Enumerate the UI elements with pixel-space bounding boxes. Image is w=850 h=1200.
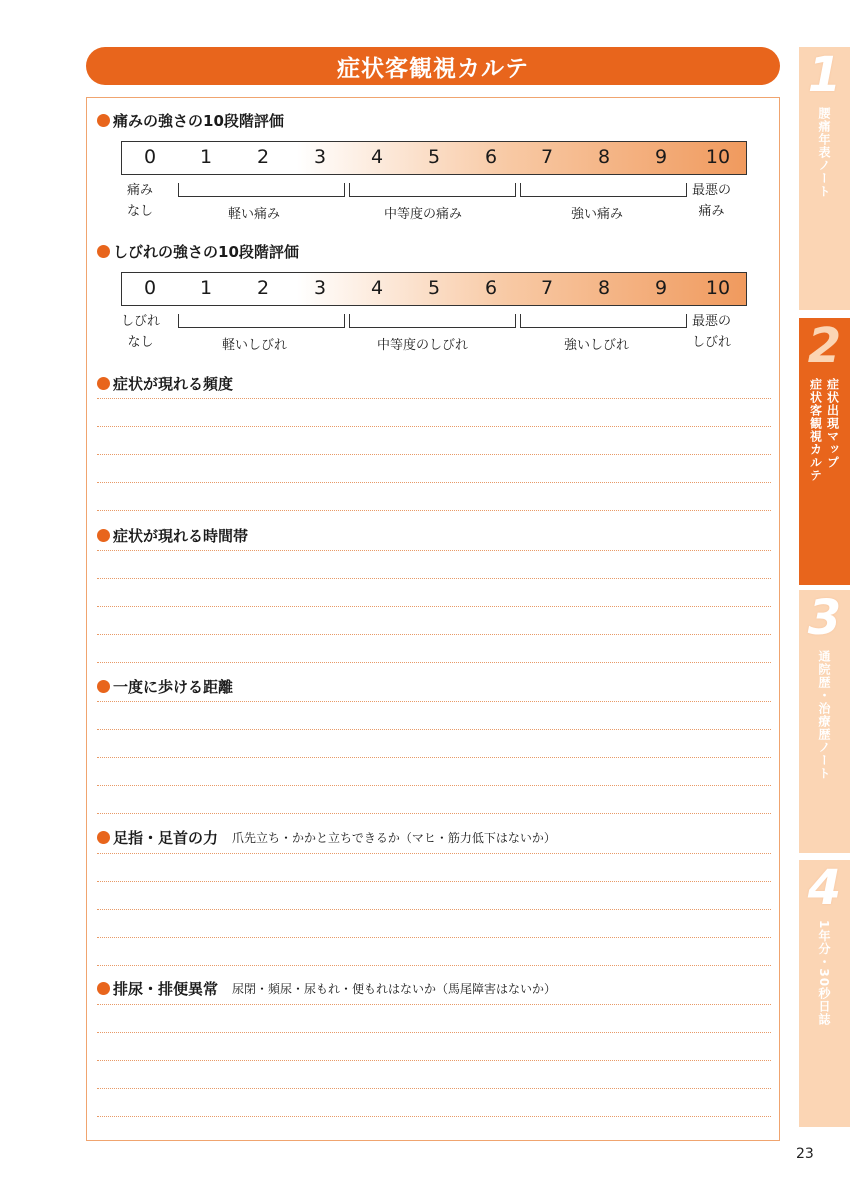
- writing-line[interactable]: [97, 785, 771, 786]
- writing-line[interactable]: [97, 550, 771, 551]
- page-number: 23: [796, 1146, 814, 1162]
- writing-line[interactable]: [97, 965, 771, 966]
- writing-line[interactable]: [97, 482, 771, 483]
- range-bracket: [349, 183, 516, 197]
- excretion-note: 尿閉・頻尿・尿もれ・便もれはないか（馬尾障害はないか）: [232, 982, 557, 996]
- writing-line[interactable]: [97, 606, 771, 607]
- severe-numbness-label: 強いしびれ: [564, 338, 630, 353]
- numbness-scale-number[interactable]: 7: [540, 277, 554, 299]
- range-bracket: [178, 314, 345, 328]
- pain-scale-number[interactable]: 4: [370, 146, 384, 168]
- writing-line[interactable]: [97, 1004, 771, 1005]
- tab-label: 症状出現マップ 症状客観視カルテ: [808, 378, 840, 482]
- numbness-scale-number[interactable]: 5: [427, 277, 441, 299]
- bullet-dot-icon: [97, 245, 110, 258]
- pain-scale-number[interactable]: 7: [540, 146, 554, 168]
- side-tab-3[interactable]: [799, 590, 850, 853]
- writing-line[interactable]: [97, 757, 771, 758]
- range-bracket: [178, 183, 345, 197]
- numbness-scale-number[interactable]: 1: [199, 277, 213, 299]
- side-tab-2[interactable]: [799, 318, 850, 585]
- bullet-dot-icon: [97, 982, 110, 995]
- distance-heading: 一度に歩ける距離: [97, 676, 233, 697]
- pain-scale-number[interactable]: 2: [256, 146, 270, 168]
- writing-line[interactable]: [97, 398, 771, 399]
- range-bracket: [520, 183, 687, 197]
- page-title: 症状客観視カルテ: [337, 55, 529, 82]
- tab-number: 1: [807, 47, 842, 103]
- tab-label: 通院歴・治療歴ノート: [817, 650, 831, 780]
- toe-strength-heading: 足指・足首の力 爪先立ち・かかと立ちできるか（マヒ・筋力低下はないか）: [97, 827, 556, 848]
- writing-line[interactable]: [97, 1116, 771, 1117]
- pain-scale-number[interactable]: 8: [597, 146, 611, 168]
- mild-pain-label: 軽い痛み: [228, 207, 281, 222]
- numbness-scale-number[interactable]: 0: [143, 277, 157, 299]
- numbness-scale-number[interactable]: 3: [313, 277, 327, 299]
- writing-line[interactable]: [97, 729, 771, 730]
- bullet-dot-icon: [97, 114, 110, 127]
- worst-numbness-label: 最悪の しびれ: [692, 314, 732, 350]
- numbness-scale-number[interactable]: 8: [597, 277, 611, 299]
- writing-line[interactable]: [97, 881, 771, 882]
- writing-line[interactable]: [97, 853, 771, 854]
- tab-number: 2: [807, 318, 842, 374]
- writing-line[interactable]: [97, 701, 771, 702]
- pain-scale-bar: [121, 141, 747, 175]
- writing-line[interactable]: [97, 909, 771, 910]
- writing-line[interactable]: [97, 662, 771, 663]
- excretion-heading: 排尿・排便異常 尿閉・頻尿・尿もれ・便もれはないか（馬尾障害はないか）: [97, 978, 556, 999]
- bullet-dot-icon: [97, 680, 110, 693]
- writing-line[interactable]: [97, 1088, 771, 1089]
- writing-line[interactable]: [97, 813, 771, 814]
- bullet-dot-icon: [97, 831, 110, 844]
- numbness-scale-number[interactable]: 10: [705, 277, 731, 299]
- frequency-heading: 症状が現れる頻度: [97, 373, 233, 394]
- numbness-scale-bar: [121, 272, 747, 306]
- writing-line[interactable]: [97, 454, 771, 455]
- bullet-dot-icon: [97, 377, 110, 390]
- writing-line[interactable]: [97, 1032, 771, 1033]
- writing-line[interactable]: [97, 426, 771, 427]
- pain-scale-heading: 痛みの強さの10段階評価: [97, 110, 284, 131]
- worst-pain-label: 最悪の 痛み: [692, 183, 732, 219]
- numbness-none-label: しびれ なし: [121, 314, 161, 350]
- numbness-scale-number[interactable]: 4: [370, 277, 384, 299]
- tab-label: 腰痛年表ノート: [817, 107, 831, 198]
- time-heading: 症状が現れる時間帯: [97, 525, 248, 546]
- numbness-scale-heading: しびれの強さの10段階評価: [97, 241, 299, 262]
- writing-line[interactable]: [97, 937, 771, 938]
- pain-scale-number[interactable]: 0: [143, 146, 157, 168]
- numbness-scale-number[interactable]: 6: [484, 277, 498, 299]
- side-tab-1[interactable]: [799, 47, 850, 310]
- pain-scale-number[interactable]: 1: [199, 146, 213, 168]
- pain-scale-number[interactable]: 5: [427, 146, 441, 168]
- numbness-scale-number[interactable]: 2: [256, 277, 270, 299]
- bullet-dot-icon: [97, 529, 110, 542]
- tab-label: 1年分・30秒日誌: [817, 920, 831, 1027]
- pain-scale-number[interactable]: 10: [705, 146, 731, 168]
- side-tab-4[interactable]: [799, 860, 850, 1127]
- range-bracket: [349, 314, 516, 328]
- toe-strength-note: 爪先立ち・かかと立ちできるか（マヒ・筋力低下はないか）: [232, 831, 556, 845]
- writing-line[interactable]: [97, 510, 771, 511]
- writing-line[interactable]: [97, 634, 771, 635]
- moderate-numbness-label: 中等度のしびれ: [377, 338, 469, 353]
- pain-none-label: 痛み なし: [127, 183, 154, 219]
- range-bracket: [520, 314, 687, 328]
- severe-pain-label: 強い痛み: [571, 207, 624, 222]
- tab-number: 4: [807, 860, 842, 916]
- pain-scale-number[interactable]: 9: [654, 146, 668, 168]
- moderate-pain-label: 中等度の痛み: [384, 207, 463, 222]
- writing-line[interactable]: [97, 578, 771, 579]
- tab-number: 3: [807, 590, 842, 646]
- page-title-bar: [86, 47, 780, 85]
- mild-numbness-label: 軽いしびれ: [222, 338, 288, 353]
- karte-card: [86, 97, 780, 1141]
- writing-line[interactable]: [97, 1060, 771, 1061]
- numbness-scale-number[interactable]: 9: [654, 277, 668, 299]
- pain-scale-number[interactable]: 3: [313, 146, 327, 168]
- pain-scale-number[interactable]: 6: [484, 146, 498, 168]
